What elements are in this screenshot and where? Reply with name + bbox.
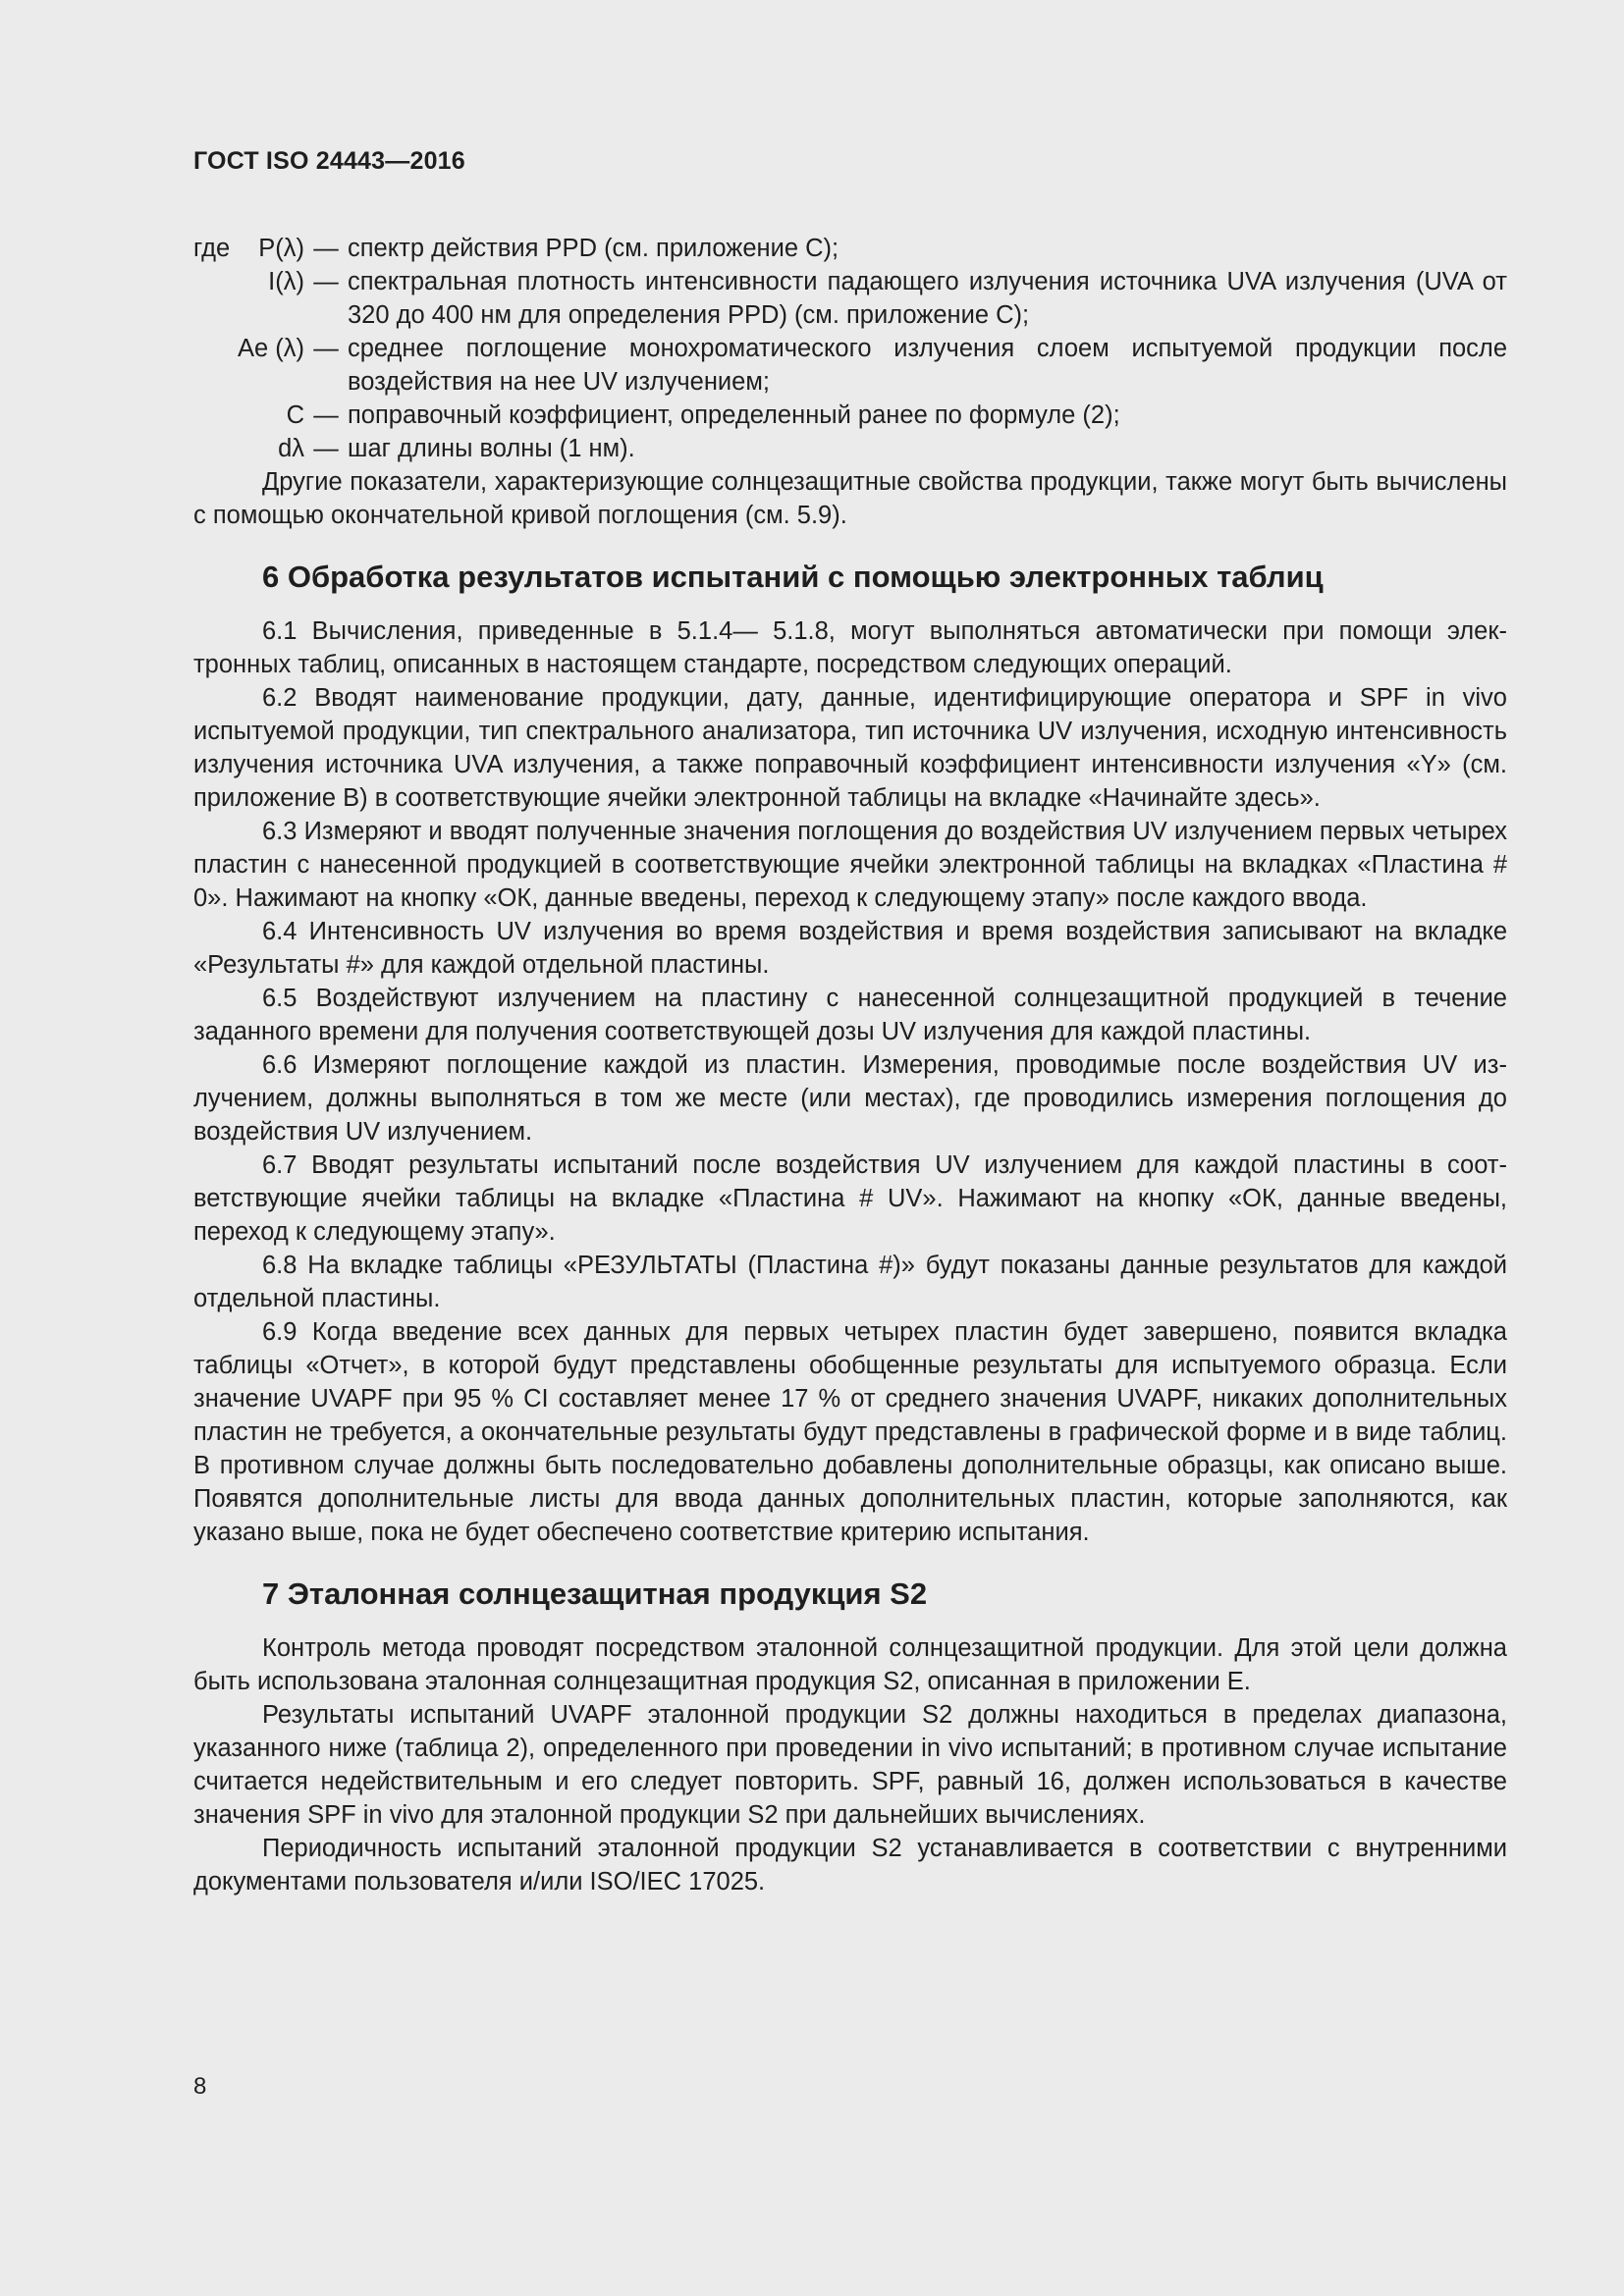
paragraph-6-2: 6.2 Вводят наименование продукции, дату, данные, идентифицирующие оператора и SPF in vivo испытуемой продукции, тип спектрального анализатора, тип источника UV излучения, исходную интенсивность излучения источника UVA излучения, а также поправочный коэффициент интенсивности излучения «Y» (см. приложение В) в соответствующие ячейки электронной таблицы на вкладке «Начинайте здесь». (193, 684, 1507, 812)
symbol-i-lambda: I(λ) (268, 268, 304, 295)
intro-paragraph: Другие показатели, характеризующие солнцезащитные свойства продукции, также могут быть вычислены с помощью окончательной кривой поглощения (см. 5.9). (193, 468, 1507, 529)
where-row (193, 332, 1507, 399)
where-definition: поправочный коэффициент, определенный ранее по формуле (2); (348, 401, 1120, 429)
paragraph-6-8: 6.8 На вкладке таблицы «РЕЗУЛЬТАТЫ (Пластина #)» будут показаны данные результатов для каждой отдельной пластины. (193, 1252, 1507, 1312)
where-list (193, 232, 1507, 465)
page-number: 8 (193, 2073, 207, 2100)
where-dash: — (313, 335, 339, 362)
paragraph-6-3: 6.3 Измеряют и вводят полученные значения поглощения до воздействия UV излучением первых четырех пластин с нанесенной продукцией в соответствующие ячейки электронной таблицы на вкладках «Пластина # 0». Нажимают на кнопку «ОК, данные введены, переход к следующему этапу» после каждого ввода. (193, 818, 1507, 912)
where-dash: — (313, 435, 339, 462)
where-term (193, 232, 304, 265)
paragraph-6-4: 6.4 Интенсивность UV излучения во время воздействия и время воздействия записывают на вкладке «Результаты #» для каждой отдельной пластины. (193, 918, 1507, 979)
section-7-heading: 7 Эталонная солнцезащитная продукция S2 (262, 1576, 928, 1611)
where-dash: — (313, 268, 339, 295)
where-row (193, 232, 1507, 265)
paragraph-7-3: Периодичность испытаний эталонной продукции S2 устанавливается в соответствии с внутренними документами пользователя и/или ISO/IEC 17025. (193, 1835, 1507, 1896)
symbol-d-lambda: dλ (278, 435, 304, 462)
where-row (193, 265, 1507, 332)
paragraph-6-6: 6.6 Измеряют поглощение каждой из пластин. Измерения, проводимые после воздействия UV излучением, должны выполняться в том же месте (или местах), где проводились измерения поглощения до воздействия UV излучением. (193, 1051, 1507, 1146)
where-row (193, 399, 1507, 432)
where-definition: спектр действия PPD (см. приложение С); (348, 235, 839, 262)
where-row (193, 432, 1507, 465)
paragraph-6-7: 6.7 Вводят результаты испытаний после воздействия UV излучением для каждой пластины в соответствующие ячейки таблицы на вкладке «Пластина # UV». Нажимают на кнопку «ОК, данные введены, переход к следующему этапу». (193, 1151, 1507, 1246)
where-definition: среднее поглощение монохроматического излучения слоем испытуемой продукции после воздействия на нее UV излучением; (348, 335, 1507, 396)
paragraph-7-2: Результаты испытаний UVAPF эталонной продукции S2 должны находиться в пределах диапазона, указанного ниже (таблица 2), определенного при проведении in vivo испытаний; в противном случае испытание считается недействительным и его следует повторить. SPF, равный 16, должен использоваться в качестве значения SPF in vivo для эталонной продукции S2 при дальнейших вычислениях. (193, 1701, 1507, 1829)
document-header: ГОСТ ISO 24443—2016 (193, 147, 465, 175)
where-term (193, 432, 304, 465)
symbol-p-lambda: P(λ) (258, 235, 304, 262)
symbol-ae-lambda: Ae (λ) (237, 335, 304, 362)
where-dash: — (313, 235, 339, 262)
where-definition: спектральная плотность интенсивности падающего излучения источника UVA излучения (UVA от 320 до 400 нм для определения PPD) (см. приложение С); (348, 268, 1507, 329)
document-body (193, 232, 1507, 1898)
paragraph-6-1: 6.1 Вычисления, приведенные в 5.1.4— 5.1.8, могут выполняться автоматически при помощи электронных таблиц, описанных в настоящем стандарте, посредством следующих операций. (193, 617, 1507, 678)
where-lead: где (193, 235, 231, 262)
where-term (193, 265, 304, 332)
symbol-c: С (286, 401, 304, 429)
section-6-heading: 6 Обработка результатов испытаний с помощью электронных таблиц (262, 560, 1324, 594)
where-definition: шаг длины волны (1 нм). (348, 435, 635, 462)
paragraph-6-9: 6.9 Когда введение всех данных для первых четырех пластин будет завершено, появится вкладка таблицы «Отчет», в которой будут представлены обобщенные результаты для испытуемого образца. Если значение UVAPF при 95 % CI составляет менее 17 % от среднего значения UVAPF, никаких дополнительных пластин не требуется, а окончательные результаты будут представлены в графической форме и в виде таблиц. В противном случае должны быть последовательно добавлены дополнительные образцы, как описано выше. Появятся дополнительные листы для ввода данных дополнительных пластин, которые заполняются, как указано выше, пока не будет обеспечено соответствие критерию испытания. (193, 1318, 1507, 1546)
paragraph-7-1: Контроль метода проводят посредством эталонной солнцезащитной продукции. Для этой цели должна быть использована эталонная солнцезащитная продукция S2, описанная в приложении Е. (193, 1634, 1507, 1695)
where-term (193, 332, 304, 399)
where-term (193, 399, 304, 432)
paragraph-6-5: 6.5 Воздействуют излучением на пластину с нанесенной солнцезащитной продукцией в течение заданного времени для получения соответствующей дозы UV излучения для каждой пластины. (193, 985, 1507, 1045)
where-dash: — (313, 401, 339, 429)
